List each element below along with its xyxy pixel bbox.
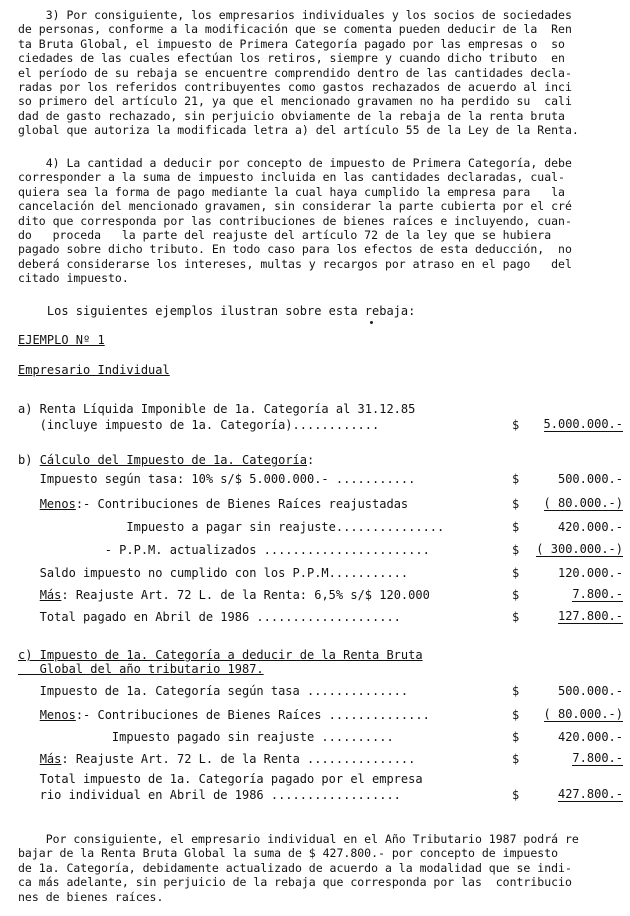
- section-a-currency: $: [512, 418, 520, 432]
- section-b-row: [18, 587, 623, 603]
- conclusion-line: Por consiguiente, el empresario individual en el Año Tributario 1987 podrá re: [18, 832, 579, 846]
- section-b-row-label-text: Impuesto a pagar sin reajuste...............: [18, 520, 445, 534]
- paragraph-4-line: do proceda la parte del reajuste del artículo 72 de la ley que se hubiera: [18, 228, 552, 243]
- example-title: EJEMPLO Nº 1: [18, 333, 105, 347]
- section-b-row-currency: $: [512, 472, 520, 486]
- subject-heading: Empresario Individual: [18, 363, 170, 377]
- section-b-row-label: [18, 471, 415, 487]
- section-b-title-suffix: :: [307, 453, 315, 467]
- section-b-row-label: [18, 519, 444, 535]
- section-b-row-currency: $: [512, 588, 520, 602]
- section-c-row-label: [18, 683, 408, 699]
- section-c-row-label-text: Impuesto de 1a. Categoría según tasa ..............: [18, 684, 409, 698]
- paragraph-3-line: radas por los referidos contribuyentes como gastos rechazados de acuerdo al inci: [18, 80, 572, 95]
- section-b-row-label-text: Impuesto según tasa: 10% s/$ 5.000.000.- ...........: [18, 472, 416, 486]
- section-b-row-currency: $: [512, 543, 520, 557]
- section-c-total-line1: Total impuesto de 1a. Categoría pagado por el empresa: [18, 772, 423, 786]
- paragraph-4-line: corresponder a la suma de impuesto incluida en las cantidades declaradas, cual-: [18, 170, 565, 185]
- section-b-title: Cálculo del Impuesto de 1a. Categoría: [39, 453, 307, 467]
- paragraph-3-line: global que autoriza la modificada letra a) del artículo 55 de la Ley de la Renta.: [18, 123, 579, 138]
- section-c-row: [18, 729, 623, 745]
- section-c-total-currency: $: [512, 788, 520, 802]
- section-c-row-label: [18, 751, 415, 767]
- conclusion-line: de 1a. Categoría, debidamente actualizado de acuerdo a la modalidad que se indi-: [18, 860, 572, 875]
- section-b-row-amount: ( 300.000.-): [536, 542, 623, 556]
- paragraph-3-line: dad de gasto rechazado, sin perjuicio obviamente de la rebaja de la renta bruta: [18, 108, 565, 123]
- section-b-row-currency: $: [512, 520, 520, 534]
- paragraph-3-line: 3) Por consiguiente, los empresarios individuales y los socios de sociedades: [18, 8, 572, 22]
- intro-text: Los siguientes ejemplos ilustran sobre esta rebaja:: [18, 304, 416, 318]
- paragraph-4-line: cancelación del mencionado gravamen, sin considerar la parte cubierta por el cré: [18, 199, 572, 214]
- section-c-total-line2: rio individual en Abril de 1986 ..................: [18, 788, 401, 802]
- section-c-row: [18, 707, 623, 723]
- section-c-row: [18, 751, 623, 767]
- section-b-row-amount: 120.000.-: [557, 566, 623, 580]
- section-b-row-currency: $: [512, 497, 520, 511]
- paragraph-4-line: pagado sobre dicho tributo. En todo caso para los efectos de esta deducción, no: [18, 242, 572, 257]
- section-c-total-amount: 427.800.-: [557, 787, 623, 801]
- paragraph-3-line: el período de su rebaja se encuentre comprendido dentro de las cantidades decla-: [18, 65, 572, 80]
- section-b-heading: [18, 453, 314, 468]
- section-b-row-label-text: - P.P.M. actualizados .......................: [18, 543, 430, 557]
- section-c-row-currency: $: [512, 708, 520, 722]
- paragraph-3-line: de personas, conforme a la modificación que se comenta pueden deducir de la Ren: [18, 22, 572, 37]
- section-b-row-label: [18, 609, 401, 625]
- section-c-row-amount: ( 80.000.-): [543, 707, 623, 721]
- section-b-row: [18, 496, 623, 512]
- paragraph-3: [18, 8, 618, 138]
- section-b-row: [18, 471, 623, 487]
- paragraph-3-line: so primero del artículo 21, ya que el mencionado gravamen no ha perdido su cali: [18, 94, 572, 109]
- section-a-amount: 5.000.000.-: [543, 417, 623, 431]
- section-a-line1: a) Renta Líquida Imponible de 1a. Categoría al 31.12.85: [18, 402, 416, 416]
- section-b-row-label-text: Total pagado en Abril de 1986 ....................: [18, 610, 401, 624]
- section-c-row-amount: 500.000.-: [557, 684, 623, 698]
- section-b-row: [18, 565, 623, 581]
- section-b-row-currency: $: [512, 610, 520, 624]
- section-b-prefix: b): [18, 453, 40, 467]
- paragraph-4-line: dito que corresponda por las contribuciones de bienes raíces e incluyendo, cuan-: [18, 213, 572, 228]
- section-a-line2: (incluye impuesto de 1a. Categoría)............: [18, 418, 380, 432]
- section-c-row-amount: 7.800.-: [572, 751, 623, 765]
- section-c-row-amount: 420.000.-: [557, 730, 623, 744]
- paragraph-3-line: ta Bruta Global, el impuesto de Primera Categoría pagado por las empresas o so: [18, 36, 565, 51]
- section-c-title-text2: Global del año tributario 1987.: [18, 662, 264, 676]
- section-c-row: [18, 683, 623, 699]
- stray-mark: [370, 321, 373, 324]
- section-c-row-label: [18, 707, 430, 723]
- section-c-row-currency: $: [512, 684, 520, 698]
- conclusion-paragraph: [18, 832, 618, 904]
- paragraph-4-line: citado impuesto.: [18, 271, 129, 286]
- section-b-row-amount: 500.000.-: [557, 472, 623, 486]
- section-b-row-label: [18, 587, 430, 603]
- section-b-row: [18, 609, 623, 625]
- section-b-row-amount: 7.800.-: [572, 587, 623, 601]
- paragraph-4: [18, 156, 618, 286]
- section-b-row-label-text: :- Contribuciones de Bienes Raíces reajustadas: [75, 497, 409, 511]
- section-b-row-label-text: : Reajuste Art. 72 L. de la Renta: 6,5% s/$ 120.000: [61, 588, 430, 602]
- section-b-row: [18, 542, 623, 558]
- conclusion-line: nes de bienes raíces.: [18, 889, 164, 904]
- section-c-row-currency: $: [512, 730, 520, 744]
- section-c-row-label-keyword: Menos: [39, 708, 76, 722]
- section-b-row-label: [18, 496, 408, 512]
- section-b-row-label: [18, 565, 408, 581]
- section-c-total-row: [18, 787, 623, 803]
- section-b-row: [18, 519, 623, 535]
- section-b-row-label: [18, 542, 430, 558]
- section-b-row-currency: $: [512, 566, 520, 580]
- section-b-row-amount: 420.000.-: [557, 520, 623, 534]
- conclusion-line: bajar de la Renta Bruta Global la suma de $ 427.800.- por concepto de impuesto: [18, 846, 559, 861]
- section-b-row-label-keyword: Menos: [39, 497, 76, 511]
- section-b-row-amount: 127.800.-: [557, 609, 623, 623]
- section-b-row-label-text: Saldo impuesto no cumplido con los P.P.M...........: [18, 566, 409, 580]
- section-c-row-label-text: : Reajuste Art. 72 L. de la Renta ...............: [61, 752, 416, 766]
- section-c-title-line1: [18, 648, 423, 663]
- conclusion-line: ca más adelante, sin perjuicio de la rebaja que corresponda por las contribucio: [18, 875, 572, 890]
- section-c-row-label-text: :- Contribuciones de Bienes Raíces ..............: [75, 708, 430, 722]
- section-b-row-amount: ( 80.000.-): [543, 496, 623, 510]
- section-c-row-label: [18, 729, 394, 745]
- paragraph-4-line: 4) La cantidad a deducir por concepto de impuesto de Primera Categoría, debe: [18, 156, 572, 170]
- paragraph-4-line: deberá considerarse los intereses, multas y recargos por atraso en el pago del: [18, 256, 572, 271]
- paragraph-3-line: ciedades de las cuales efectúan los retiros, siempre y cuando dicho tributo en: [18, 51, 565, 66]
- section-b-row-label-keyword: Más: [39, 588, 62, 602]
- section-c-row-label-keyword: Más: [39, 752, 62, 766]
- section-a-row: [18, 417, 623, 433]
- section-c-title-line2: [18, 662, 264, 677]
- section-c-row-currency: $: [512, 752, 520, 766]
- section-c-row-label-text: Impuesto pagado sin reajuste ..........: [18, 730, 394, 744]
- paragraph-4-line: quiera sea la forma de pago mediante la cual haya cumplido la empresa para la: [18, 184, 565, 199]
- section-c-title-text1: c) Impuesto de 1a. Categoría a deducir de la Renta Bruta: [18, 648, 423, 662]
